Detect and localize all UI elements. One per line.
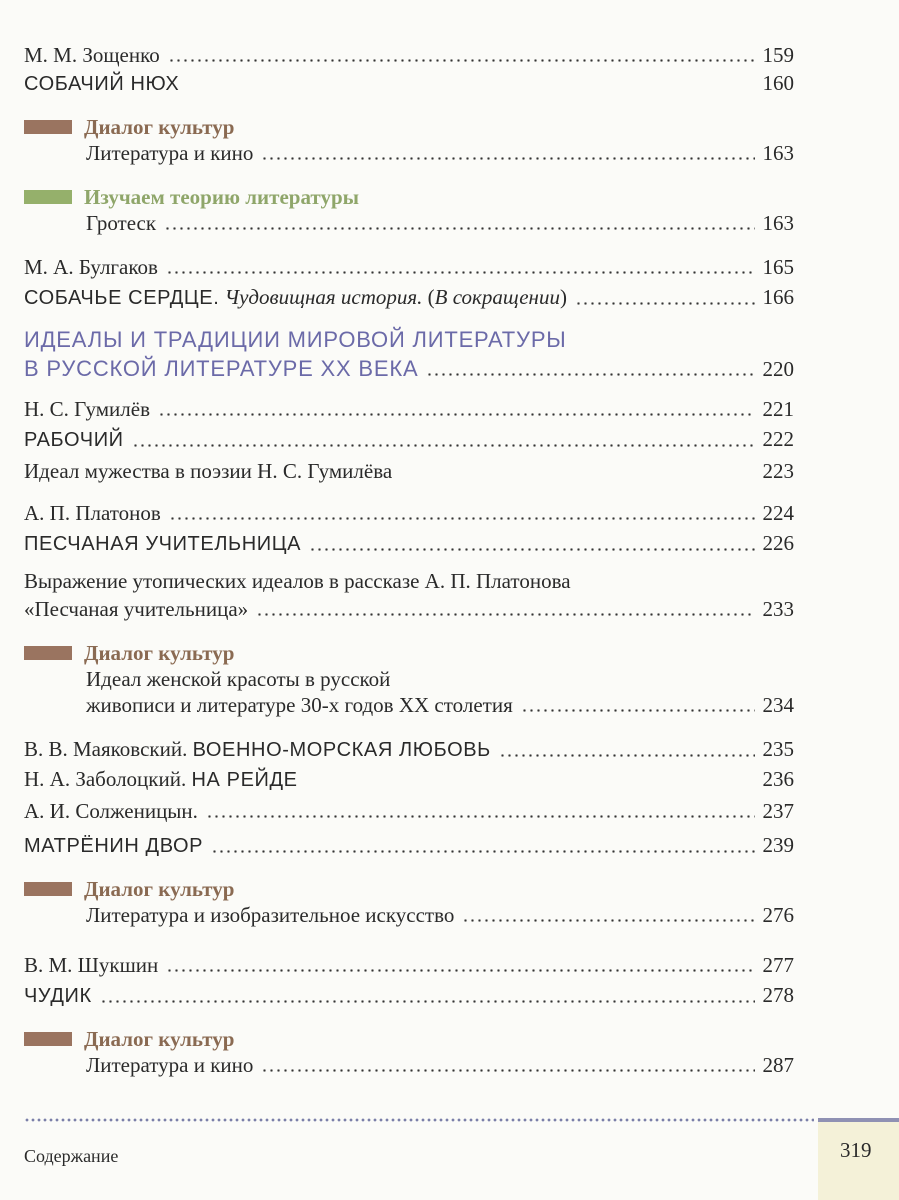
- toc-entry-ideal-muzhestva[interactable]: [24, 458, 794, 484]
- page-number: 287: [762, 1053, 794, 1077]
- entry-title-caps: СОБАЧЬЕ СЕРДЦЕ.: [24, 287, 220, 309]
- footer-dotted-rule: [24, 1118, 814, 1122]
- part-title-line2: В РУССКОЙ ЛИТЕРАТУРЕ XX ВЕКА: [24, 356, 419, 381]
- entry-title: [24, 766, 298, 793]
- toc-entry-solzhenitsyn[interactable]: [24, 798, 794, 824]
- page-number: 233: [762, 597, 794, 621]
- page-number: 234: [762, 693, 794, 717]
- page-number: 221: [762, 397, 794, 421]
- entry-work: ВОЕННО-МОРСКАЯ ЛЮБОВЬ: [192, 739, 491, 761]
- entry-title: Выражение утопических идеалов в рассказе А. П. Платонова: [24, 569, 571, 593]
- entry-note: В сокращении: [434, 285, 560, 309]
- toc-entry-vyrazhenie-line1: [24, 568, 794, 594]
- page-number: 165: [762, 255, 794, 279]
- entry-title: М. М. Зощенко: [24, 43, 160, 67]
- toc-entry-ideal-krasoty[interactable]: [86, 692, 794, 718]
- toc-entry-sobachiy-nyukh[interactable]: [24, 70, 794, 97]
- toc-entry-matrenin[interactable]: [24, 832, 794, 859]
- section-bar-icon: [24, 1032, 72, 1046]
- toc-entry-lit-kino-2[interactable]: [86, 1052, 794, 1078]
- section-dialog-kultur: [24, 1026, 234, 1052]
- entry-title: А. И. Солженицын.: [24, 799, 198, 823]
- page-number: 159: [762, 43, 794, 67]
- page-number: 160: [762, 71, 794, 95]
- section-label: Диалог культур: [84, 641, 235, 665]
- dot-leader: [164, 227, 754, 230]
- entry-title: Н. С. Гумилёв: [24, 397, 150, 421]
- toc-entry-chudik[interactable]: [24, 982, 794, 1009]
- dot-leader: [166, 271, 755, 274]
- part-title-line1: ИДЕАЛЫ И ТРАДИЦИИ МИРОВОЙ ЛИТЕРАТУРЫ: [24, 327, 567, 352]
- page-number-label: 319: [840, 1138, 872, 1162]
- entry-title: РАБОЧИЙ: [24, 429, 124, 451]
- section-bar-icon: [24, 190, 72, 204]
- dot-leader: [261, 157, 754, 160]
- dot-leader: [168, 59, 755, 62]
- dot-leader: [158, 413, 755, 416]
- entry-title: Идеал мужества в поэзии Н. С. Гумилёва: [24, 459, 393, 483]
- toc-entry-mayakovsky[interactable]: [24, 736, 794, 763]
- page-number: 235: [762, 737, 794, 761]
- entry-work: НА РЕЙДЕ: [191, 769, 298, 791]
- section-dialog-kultur: [24, 640, 234, 666]
- section-teoriya: [24, 184, 359, 210]
- dot-leader: [211, 850, 754, 853]
- entry-title: М. А. Булгаков: [24, 255, 158, 279]
- section-label: Диалог культур: [84, 1027, 235, 1051]
- dot-leader: [100, 1000, 755, 1003]
- section-label: Изучаем теорию литературы: [84, 185, 360, 209]
- section-bar-icon: [24, 120, 72, 134]
- dot-leader: [575, 302, 755, 305]
- page-number: 278: [762, 983, 794, 1007]
- page-number: 237: [762, 799, 794, 823]
- paren-close: ): [559, 285, 567, 309]
- entry-title: Гротеск: [86, 211, 157, 235]
- dot-leader: [132, 444, 755, 447]
- page-number: 163: [762, 141, 794, 165]
- toc-entry-vyrazhenie[interactable]: [24, 596, 794, 622]
- entry-title: Идеал женской красоты в русской: [86, 667, 391, 691]
- section-bar-icon: [24, 646, 72, 660]
- entry-title: СОБАЧИЙ НЮХ: [24, 73, 180, 95]
- entry-title: ЧУДИК: [24, 985, 92, 1007]
- page-number: 276: [762, 903, 794, 927]
- toc-entry-peschanaya[interactable]: [24, 530, 794, 557]
- toc-entry-sobachye-serdtse[interactable]: [24, 284, 794, 311]
- entry-title: Литература и кино: [86, 1053, 254, 1077]
- entry-subtitle: Чудовищная история.: [224, 285, 423, 309]
- page-number: 166: [762, 285, 794, 309]
- page-number: 226: [762, 531, 794, 555]
- toc-entry-part-title[interactable]: [24, 356, 794, 382]
- toc-entry-lit-kino[interactable]: [86, 140, 794, 166]
- page-number-box: [818, 1118, 899, 1200]
- page-number: 236: [762, 767, 794, 791]
- page-number: 224: [762, 501, 794, 525]
- entry-author: Н. А. Заболоцкий.: [24, 767, 187, 791]
- dot-leader: [309, 548, 754, 551]
- toc-entry-ideal-krasoty-line1: [86, 666, 794, 692]
- entry-title: В. М. Шукшин: [24, 953, 159, 977]
- dot-leader: [261, 1069, 754, 1072]
- entry-title: [24, 284, 567, 311]
- dot-leader: [166, 969, 754, 972]
- page-number: 220: [762, 357, 794, 381]
- paren-open: (: [427, 285, 435, 309]
- dot-leader: [426, 373, 754, 376]
- page-number: 239: [762, 833, 794, 857]
- dot-leader: [206, 815, 755, 818]
- entry-title: Литература и изобразительное искусство: [86, 903, 455, 927]
- section-dialog-kultur: [24, 114, 234, 140]
- dot-leader: [462, 919, 754, 922]
- entry-title: ПЕСЧАНАЯ УЧИТЕЛЬНИЦА: [24, 533, 302, 555]
- toc-entry-zabolotsky[interactable]: [24, 766, 794, 793]
- toc-entry-lit-izo[interactable]: [86, 902, 794, 928]
- dot-leader: [256, 613, 754, 616]
- entry-title: Литература и кино: [86, 141, 254, 165]
- toc-entry-platonov[interactable]: [24, 500, 794, 526]
- dot-leader: [169, 517, 755, 520]
- toc-entry-grotesk[interactable]: [86, 210, 794, 236]
- page-number: 163: [762, 211, 794, 235]
- footer-section-label: Содержание: [24, 1146, 119, 1166]
- page-number: 277: [762, 953, 794, 977]
- entry-title: А. П. Платонов: [24, 501, 161, 525]
- toc-entry-gumilev[interactable]: [24, 396, 794, 422]
- entry-author: В. В. Маяковский.: [24, 737, 188, 761]
- toc-entry-bulgakov[interactable]: [24, 254, 794, 280]
- section-bar-icon: [24, 882, 72, 896]
- entry-title-cont: «Песчаная учительница»: [24, 597, 249, 621]
- page-number: 223: [762, 459, 794, 483]
- section-label: Диалог культур: [84, 877, 235, 901]
- toc-entry-zoshchenko[interactable]: [24, 42, 794, 68]
- dot-leader: [499, 754, 755, 757]
- entry-title-cont: живописи и литературе 30-х годов XX столетия: [86, 693, 513, 717]
- toc-entry-shukshin[interactable]: [24, 952, 794, 978]
- dot-leader: [521, 709, 755, 712]
- entry-title: [24, 736, 491, 763]
- toc-entry-rabochiy[interactable]: [24, 426, 794, 453]
- section-dialog-kultur: [24, 876, 234, 902]
- section-label: Диалог культур: [84, 115, 235, 139]
- entry-title: МАТРЁНИН ДВОР: [24, 835, 204, 857]
- page-number: 222: [762, 427, 794, 451]
